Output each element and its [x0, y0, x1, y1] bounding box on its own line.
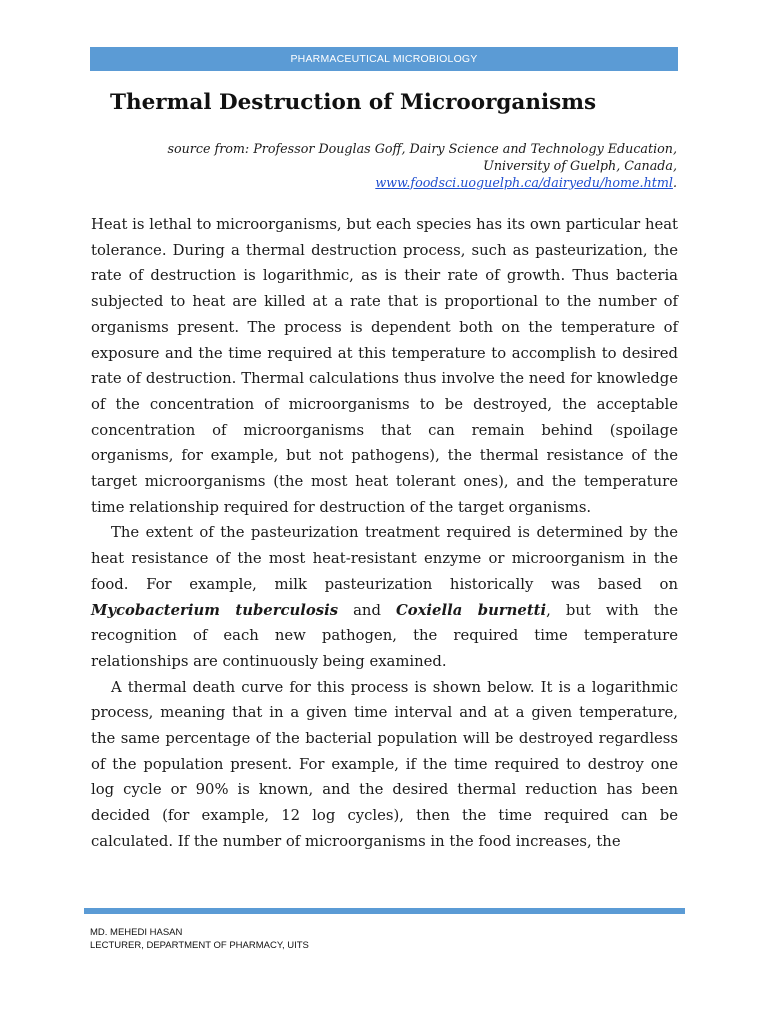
organism-name-mycobacterium: Mycobacterium tuberculosis	[91, 601, 339, 619]
source-citation	[117, 140, 677, 191]
paragraph-2	[91, 520, 678, 674]
running-header	[90, 47, 678, 71]
paragraph-3: A thermal death curve for this process is shown below. It is a logarithmic process, meaning that in a given time interval and at a given temperature, the same percentage of the bacterial population will be destroyed regardless of the population present. For example, if the time required to destroy one log cycle or 90% is known, and the desired thermal reduction has been decided (for example, 12 log cycles), then the time required can be calculated. If the number of microorganisms in the food increases, the	[91, 678, 678, 850]
organism-name-coxiella: Coxiella burnetti	[395, 601, 547, 619]
source-line-2: University of Guelph, Canada,	[483, 158, 677, 173]
author-position: LECTURER, DEPARTMENT OF PHARMACY, UITS	[90, 939, 309, 951]
paragraph-2-part-2: and	[338, 601, 396, 619]
source-line-1: source from: Professor Douglas Goff, Dairy Science and Technology Education,	[167, 141, 677, 156]
source-link-line	[117, 174, 677, 191]
header-label: PHARMACEUTICAL MICROBIOLOGY	[290, 53, 478, 65]
paragraph-2-part-1: The extent of the pasteurization treatment required is determined by the heat resistance of the most heat-resistant enzyme or microorganism in the food. For example, milk pasteurization historically was based on	[91, 524, 678, 593]
page-footer	[90, 927, 309, 952]
author-name: MD. MEHEDI HASAN	[90, 927, 183, 938]
source-link-suffix: .	[672, 175, 677, 190]
page-title: Thermal Destruction of Microorganisms	[110, 90, 597, 115]
source-link[interactable]: www.foodsci.uoguelph.ca/dairyedu/home.html	[375, 175, 673, 190]
footer-divider	[84, 908, 685, 914]
paragraph-2-part-3: , but with the recognition of each new pathogen, the required time temperature relationships are continuously being examined.	[91, 601, 678, 670]
paragraph-1: Heat is lethal to microorganisms, but each species has its own particular heat tolerance. During a thermal destruction process, such as pasteurization, the rate of destruction is logarithmic, as is their rate of growth. Thus bacteria subjected to heat are killed at a rate that is proportional to the number of organisms present. The process is dependent both on the temperature of exposure and the time required at this temperature to accomplish to desired rate of destruction. Thermal calculations thus involve the need for knowledge of the concentration of microorganisms to be destroyed, the acceptable concentration of microorganisms that can remain behind (spoilage organisms, for example, but not pathogens), the thermal resistance of the target microorganisms (the most heat tolerant ones), and the temperature time relationship required for destruction of the target organisms.	[91, 216, 678, 516]
article-body	[91, 212, 678, 855]
